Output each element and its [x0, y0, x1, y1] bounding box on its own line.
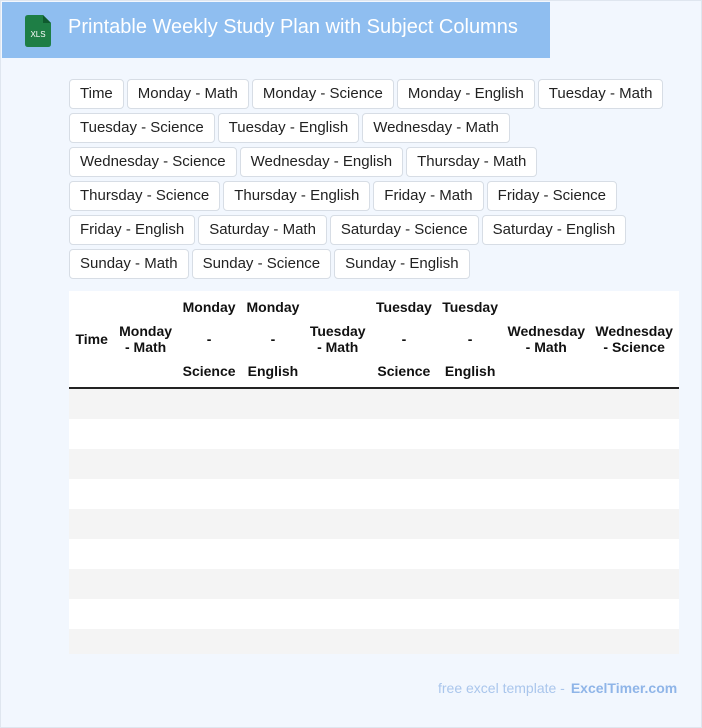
- xls-icon-label: XLS: [30, 30, 46, 39]
- table-cell[interactable]: [589, 569, 679, 599]
- table-cell[interactable]: [437, 479, 503, 509]
- column-chip[interactable]: Saturday - Science: [330, 215, 479, 245]
- column-chip[interactable]: Friday - Math: [373, 181, 483, 211]
- column-chip[interactable]: Tuesday - Science: [69, 113, 215, 143]
- table-cell[interactable]: [69, 388, 114, 419]
- table-cell[interactable]: [241, 449, 304, 479]
- table-cell[interactable]: [371, 629, 437, 654]
- table-cell[interactable]: [177, 479, 241, 509]
- table-cell[interactable]: [305, 419, 371, 449]
- table-cell[interactable]: [69, 569, 114, 599]
- table-cell[interactable]: [114, 539, 177, 569]
- table-cell[interactable]: [503, 388, 589, 419]
- table-cell[interactable]: [371, 449, 437, 479]
- table-cell[interactable]: [437, 388, 503, 419]
- column-chip[interactable]: Tuesday - English: [218, 113, 360, 143]
- table-cell[interactable]: [437, 419, 503, 449]
- column-chip[interactable]: Sunday - Math: [69, 249, 189, 279]
- table-cell[interactable]: [589, 419, 679, 449]
- column-chip-list: [69, 79, 669, 279]
- table-cell[interactable]: [437, 599, 503, 629]
- table-cell[interactable]: [503, 629, 589, 654]
- table-cell[interactable]: [241, 509, 304, 539]
- table-cell[interactable]: [305, 388, 371, 419]
- column-chip[interactable]: Friday - Science: [487, 181, 617, 211]
- table-cell[interactable]: [69, 479, 114, 509]
- table-cell[interactable]: [503, 569, 589, 599]
- table-cell[interactable]: [241, 599, 304, 629]
- table-cell[interactable]: [589, 388, 679, 419]
- column-chip[interactable]: Sunday - Science: [192, 249, 332, 279]
- table-cell[interactable]: [503, 599, 589, 629]
- table-cell[interactable]: [177, 388, 241, 419]
- column-chip[interactable]: Saturday - English: [482, 215, 627, 245]
- table-cell[interactable]: [241, 539, 304, 569]
- table-row: [69, 599, 679, 629]
- column-header: Tuesday - Science: [371, 291, 437, 388]
- table-cell[interactable]: [503, 449, 589, 479]
- table-row: [69, 539, 679, 569]
- column-header: Tuesday - English: [437, 291, 503, 388]
- table-cell[interactable]: [241, 629, 304, 654]
- table-cell[interactable]: [69, 539, 114, 569]
- page-title: Printable Weekly Study Plan with Subject Columns: [68, 16, 518, 38]
- table-cell[interactable]: [503, 509, 589, 539]
- footer-lead: free excel template -: [438, 680, 565, 696]
- table-header-row: [69, 291, 679, 388]
- table-cell[interactable]: [437, 569, 503, 599]
- table-cell[interactable]: [241, 388, 304, 419]
- column-chip[interactable]: Monday - English: [397, 79, 535, 109]
- column-chip[interactable]: Thursday - Science: [69, 181, 220, 211]
- table-cell[interactable]: [503, 539, 589, 569]
- column-chip[interactable]: Thursday - Math: [406, 147, 537, 177]
- table-row: [69, 509, 679, 539]
- table-cell[interactable]: [177, 599, 241, 629]
- table-cell[interactable]: [305, 569, 371, 599]
- table-cell[interactable]: [69, 449, 114, 479]
- table-cell[interactable]: [305, 539, 371, 569]
- table-cell[interactable]: [114, 569, 177, 599]
- table-cell[interactable]: [437, 629, 503, 654]
- table-cell[interactable]: [69, 629, 114, 654]
- footer: [438, 680, 677, 696]
- column-header: Monday - English: [241, 291, 304, 388]
- table-cell[interactable]: [437, 449, 503, 479]
- table-row: [69, 629, 679, 654]
- table-cell[interactable]: [437, 539, 503, 569]
- table-cell[interactable]: [437, 509, 503, 539]
- table-cell[interactable]: [589, 599, 679, 629]
- table-cell[interactable]: [114, 479, 177, 509]
- xls-file-icon: [25, 15, 51, 47]
- table-cell[interactable]: [503, 419, 589, 449]
- table-row: [69, 569, 679, 599]
- column-chip[interactable]: Wednesday - Math: [362, 113, 510, 143]
- table-cell[interactable]: [114, 388, 177, 419]
- table-cell[interactable]: [305, 629, 371, 654]
- table-cell[interactable]: [371, 509, 437, 539]
- column-chip[interactable]: Sunday - English: [334, 249, 469, 279]
- table-row: [69, 388, 679, 419]
- table-cell[interactable]: [177, 419, 241, 449]
- footer-brand-link[interactable]: ExcelTimer.com: [570, 680, 678, 696]
- table-cell[interactable]: [177, 569, 241, 599]
- table-cell[interactable]: [114, 629, 177, 654]
- table-cell[interactable]: [177, 629, 241, 654]
- table-cell[interactable]: [589, 539, 679, 569]
- column-header: Wednesday - Math: [503, 291, 589, 388]
- table-cell[interactable]: [305, 599, 371, 629]
- table-body: [69, 388, 679, 654]
- column-chip[interactable]: Tuesday - Math: [538, 79, 664, 109]
- table-cell[interactable]: [503, 479, 589, 509]
- column-chip[interactable]: Monday - Math: [127, 79, 249, 109]
- table-cell[interactable]: [589, 629, 679, 654]
- table-cell[interactable]: [305, 479, 371, 509]
- title-banner: [2, 2, 550, 58]
- column-chip[interactable]: Monday - Science: [252, 79, 394, 109]
- column-header: Tuesday - Math: [305, 291, 371, 388]
- table-cell[interactable]: [305, 449, 371, 479]
- column-header: Monday - Science: [177, 291, 241, 388]
- table-cell[interactable]: [177, 449, 241, 479]
- table-cell[interactable]: [371, 569, 437, 599]
- study-plan-table: [69, 291, 679, 654]
- table-cell[interactable]: [177, 509, 241, 539]
- column-chip[interactable]: Thursday - English: [223, 181, 370, 211]
- table-cell[interactable]: [69, 599, 114, 629]
- table-cell[interactable]: [371, 479, 437, 509]
- table-cell[interactable]: [371, 599, 437, 629]
- table-cell[interactable]: [114, 449, 177, 479]
- column-chip[interactable]: Wednesday - English: [240, 147, 403, 177]
- table-cell[interactable]: [305, 509, 371, 539]
- column-header: Time: [69, 291, 114, 388]
- table-cell[interactable]: [69, 509, 114, 539]
- table-cell[interactable]: [114, 599, 177, 629]
- table-cell[interactable]: [589, 479, 679, 509]
- column-header: Wednesday - Science: [589, 291, 679, 388]
- table-cell[interactable]: [589, 449, 679, 479]
- column-chip[interactable]: Time: [69, 79, 124, 109]
- table-row: [69, 449, 679, 479]
- table-cell[interactable]: [114, 509, 177, 539]
- table-cell[interactable]: [371, 388, 437, 419]
- table-row: [69, 419, 679, 449]
- table-cell[interactable]: [241, 419, 304, 449]
- column-chip[interactable]: Saturday - Math: [198, 215, 327, 245]
- column-header: Monday - Math: [114, 291, 177, 388]
- table-cell[interactable]: [241, 569, 304, 599]
- table-cell[interactable]: [69, 419, 114, 449]
- table-cell[interactable]: [114, 419, 177, 449]
- column-chip[interactable]: Friday - English: [69, 215, 195, 245]
- table-cell[interactable]: [589, 509, 679, 539]
- table-cell[interactable]: [177, 539, 241, 569]
- table-row: [69, 479, 679, 509]
- table-cell[interactable]: [371, 539, 437, 569]
- table-cell[interactable]: [241, 479, 304, 509]
- column-chip[interactable]: Wednesday - Science: [69, 147, 237, 177]
- table-cell[interactable]: [371, 419, 437, 449]
